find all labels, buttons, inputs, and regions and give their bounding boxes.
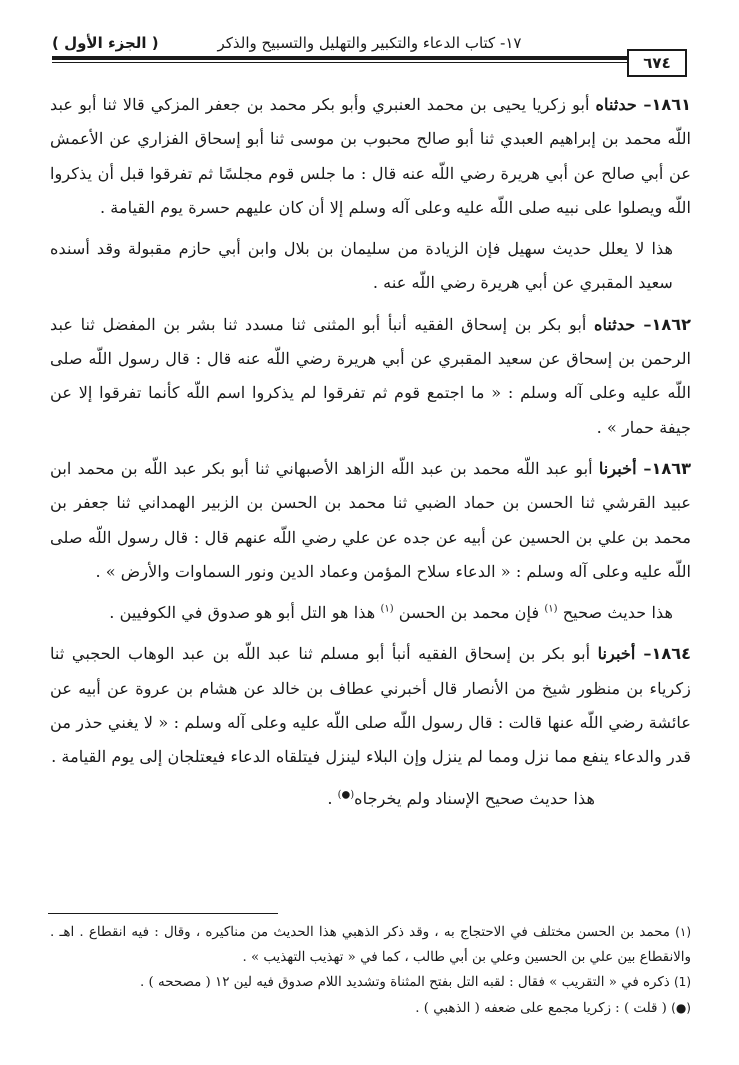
hadith-paragraph: ١٨٦٢– حدثناه أبو بكر بن إسحاق الفقيه أنبأ أبو المثنى ثنا مسدد ثنا بشر بن المفضل ثنا عبد الرحمن بن إسحاق عن سعيد المقبري عن أبي هريرة رضي اللّه عنه قال : قال رسول اللّه صلى اللّه عليه وعلى آله وسلم : « ما اجتمع قوم ثم تفرقوا لم يذكروا اسم اللّه كأنما تفرقوا إلا عن جيفة حمار » . xyxy=(50,314,691,437)
hadith-number: ١٨٦٣ xyxy=(651,458,691,478)
footnote-text: ذكره في « التقريب » فقال : لقبه التل بفتح المثناة وتشديد اللام صدوق فيه لين ١٢ ( مصححه ) . xyxy=(140,975,670,990)
narration-keyword: حدثناه xyxy=(595,95,637,114)
footnote xyxy=(50,920,691,970)
footnotes xyxy=(50,920,691,1021)
footnote-ref[interactable]: (١) xyxy=(380,603,394,615)
hadith-number: ١٨٦٢ xyxy=(651,314,691,334)
hadith-comment: هذا حديث صحيح $^{(١)}$ فإن محمد بن الحسن $^{(١)}$ هذا هو التل أبو هو صدوق في الكوفيين . xyxy=(109,603,673,623)
footnote-text: ( قلت ) : زكريا مجمع على ضعفه ( الذهبي ) . xyxy=(415,1000,667,1016)
hadith-text: أبو عبد اللّه محمد بن عبد اللّه الزاهد الأصبهاني ثنا أبو بكر عبد اللّه بن محمد ابن عبيد القرشي ثنا الحسن بن حماد الضبي ثنا محمد بن الحسن بن الزبير الهمداني ثنا جعفر بن محمد بن علي بن الحسين عن أبيه عن جده عن علي رضي اللّه عنهم قال : قال رسول اللّه صلى اللّه عليه وعلى آله وسلم : « الدعاء سلاح المؤمن وعماد الدين ونور السماوات والأرض » . xyxy=(50,458,691,581)
hadith-comment: هذا لا يعلل حديث سهيل فإن الزيادة من سليمان بن بلال وابن أبي حازم مقبولة وقد أسنده سعيد المقبري عن أبي هريرة رضي اللّه عنه . xyxy=(50,239,673,293)
chapter-title: ١٧- كتاب الدعاء والتكبير والتهليل والتسبيح والذكر xyxy=(217,34,522,52)
narration-keyword: أخبرنا xyxy=(597,644,636,664)
hadith-paragraph: ١٨٦٤– أخبرنا أبو بكر بن إسحاق الفقيه أنبأ أبو مسلم ثنا عبد اللّه بن عبد الوهاب الحجبي ثنا زكرياء بن منظور شيخ من الأنصار قال أخبرني عطاف بن خالد عن هشام بن عروة عن أبيه عن عائشة رضي اللّه عنها قالت : قال رسول اللّه صلى اللّه عليه وعلى آله وسلم : « لا يغني حذر من قدر والدعاء ينفع مما نزل ومما لم ينزل وإن البلاء لينزل فيتلقاه الدعاء فيعتلجان إلى يوم القيامة . xyxy=(50,644,692,767)
hadith-number: ١٨٦٤ xyxy=(651,644,692,664)
footnote-ref[interactable]: (١) xyxy=(544,603,558,615)
volume-label: ( الجزء الأول ) xyxy=(52,34,159,52)
header-rule-thin xyxy=(52,62,687,63)
hadith-paragraph: ١٨٦١– حدثناه أبو زكريا يحيى بن محمد العنبري وأبو بكر محمد بن جعفر المزكي قالا ثنا أبو عبد اللّه محمد بن إبراهيم العبدي ثنا أبو صالح محبوب بن موسى ثنا أبو إسحاق الفزاري عن الأعمش عن أبي صالح عن أبي هريرة رضي اللّه عنه قال : ما جلس قوم مجلسًا ثم تفرقوا قبل أن يذكروا اللّه ويصلوا على نبيه صلى اللّه عليه وعلى آله وسلم إلا أن كان عليهم حسرة يوم القيامة . xyxy=(50,95,692,217)
hadith-text: أبو بكر بن إسحاق الفقيه أنبأ أبو مسلم ثنا عبد اللّه بن عبد الوهاب الحجبي ثنا زكرياء بن منظور شيخ من الأنصار قال أخبرني عطاف بن خالد عن هشام بن عروة عن أبيه عن عائشة رضي اللّه عنها قالت : قال رسول اللّه صلى اللّه عليه وعلى آله وسلم : « لا يغني حذر من قدر والدعاء ينفع مما نزل ومما لم ينزل وإن البلاء لينزل فيتلقاه الدعاء فيعتلجان إلى يوم القيامة . xyxy=(50,644,691,767)
footnote-separator xyxy=(48,913,278,914)
hadith-text: أبو زكريا يحيى بن محمد العنبري وأبو بكر محمد بن جعفر المزكي قالا ثنا أبو عبد اللّه محمد بن إبراهيم العبدي ثنا أبو صالح محبوب بن موسى ثنا أبو إسحاق الفزاري عن الأعمش عن أبي صالح عن أبي هريرة رضي اللّه عنه قال : ما جلس قوم مجلسًا ثم تفرقوا قبل أن يذكروا اللّه ويصلوا على نبيه صلى اللّه عليه وعلى آله وسلم إلا أن كان عليهم حسرة يوم القيامة . xyxy=(50,95,691,217)
footnote xyxy=(50,970,691,996)
footnote-marker: (١) xyxy=(675,925,691,939)
narration-keyword: أخبرنا xyxy=(598,458,637,478)
footnote-marker: (1) xyxy=(673,975,691,989)
footnote-ref[interactable]: (●) xyxy=(337,789,355,801)
hadith-paragraph: ١٨٦٣– أخبرنا أبو عبد اللّه محمد بن عبد اللّه الزاهد الأصبهاني ثنا أبو بكر عبد اللّه بن محمد ابن عبيد القرشي ثنا الحسن بن حماد الضبي ثنا محمد بن الحسن بن الزبير الهمداني ثنا جعفر بن محمد بن علي بن الحسين عن أبيه عن جده عن علي رضي اللّه عنهم قال : قال رسول اللّه صلى اللّه عليه وعلى آله وسلم : « الدعاء سلاح المؤمن وعماد الدين ونور السماوات والأرض » . xyxy=(50,458,691,581)
header-rule xyxy=(52,56,687,60)
hadith-number: ١٨٦١ xyxy=(651,95,692,114)
footnote-text: محمد بن الحسن مختلف في الاحتجاج به ، وقد ذكر الذهبي هذا الحديث من مناكيره ، وقال : فيه انقطاع . اهـ . والانقطاع بين علي بن الحسين وعلي بن أبي طالب ، كما في « تهذيب التهذيب » . xyxy=(50,925,691,965)
hadith-text: أبو بكر بن إسحاق الفقيه أنبأ أبو المثنى ثنا مسدد ثنا بشر بن المفضل ثنا عبد الرحمن بن إسحاق عن سعيد المقبري عن أبي هريرة رضي اللّه عنه قال : قال رسول اللّه صلى اللّه عليه وعلى آله وسلم : « ما اجتمع قوم ثم تفرقوا لم يذكروا اسم اللّه كأنما تفرقوا إلا عن جيفة حمار » . xyxy=(50,314,691,437)
hadith-comment: هذا حديث صحيح الإسناد ولم يخرجاه(●) . xyxy=(327,788,595,808)
footnote-marker: (●) xyxy=(671,1000,691,1015)
narration-keyword: حدثناه xyxy=(594,314,636,334)
page-number: ٦٧٤ xyxy=(627,49,687,77)
main-text xyxy=(50,88,691,823)
running-header xyxy=(52,28,687,58)
footnote xyxy=(50,996,691,1022)
